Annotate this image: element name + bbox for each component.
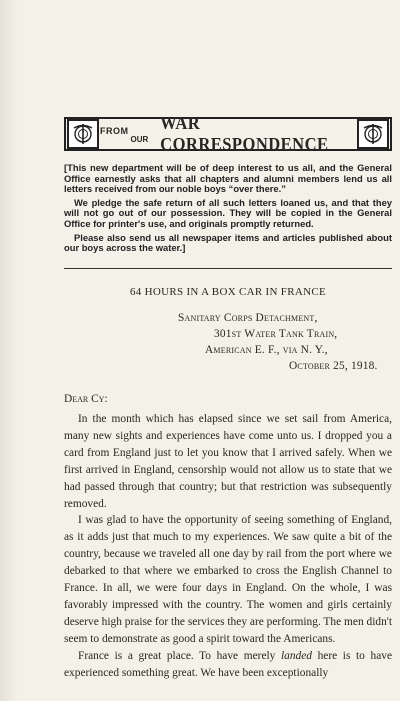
address-line: Sanitary Corps Detachment, [178, 312, 318, 324]
notice-paragraph: [This new department will be of deep interest to us all, and the General Office earnestly asks that all chapters and alumni members lend us all letters received from our noble boys “over there.” [64, 162, 392, 195]
banner-from: FROM [100, 126, 129, 136]
letter-body [64, 411, 392, 682]
address-line: October 25, 1918. [289, 360, 378, 372]
editorial-notice [64, 163, 392, 257]
letter-paragraph: In the month which has elapsed since we set sail from America, many new sights and experiences have come unto us. I dropped you a card from England just to let you know that I arrived safely. When we first arrived in England, censorship would not allow us to state that we had passed through that country; but that restriction was subsequently removed. [64, 413, 392, 510]
salutation: Dear Cy: [64, 393, 108, 405]
text-run: here is to have experienced something great. We have been exceptionally [64, 649, 392, 679]
page-edge-shadow [0, 0, 18, 701]
notice-paragraph: We pledge the safe return of all such letters loaned us, and that they will not go out of our possession. They will be copied in the General Office for printer's use, and originals promptly returned. [64, 196, 392, 229]
article-title: 64 HOURS IN A BOX CAR IN FRANCE [129, 286, 327, 298]
banner-our: OUR [130, 134, 149, 144]
section-banner [64, 113, 392, 154]
notice-paragraph: Please also send us all newspaper items and articles published about our boys across the water.] [64, 231, 392, 254]
letter-paragraph-last [64, 648, 392, 682]
address-line: 301st Water Tank Train, [214, 328, 338, 340]
address-line: American E. F., via N. Y., [205, 344, 328, 356]
banner-title: WAR CORRESPONDENCE [160, 113, 329, 154]
banner-heading [100, 113, 356, 154]
text-run: France is a great place. To have merely [78, 649, 281, 662]
caduceus-icon [357, 119, 389, 149]
emphasis-text: landed [280, 649, 312, 662]
letter-paragraph: I was glad to have the opportunity of seeing something of England, as it adds just that much to my experiences. We saw quite a bit of the country, because we traveled all one day by rail from the port where we debarked to that where we embarked to cross the English Channel to France. In all, we were four days in England. On the whole, I was favorably impressed with the country. The women and girls certainly deserve high praise for the services they are performing. The men didn't seem to demonstrate as good a spirit toward the Americans. [64, 514, 392, 645]
divider-rule [64, 268, 392, 269]
caduceus-icon [67, 119, 99, 149]
